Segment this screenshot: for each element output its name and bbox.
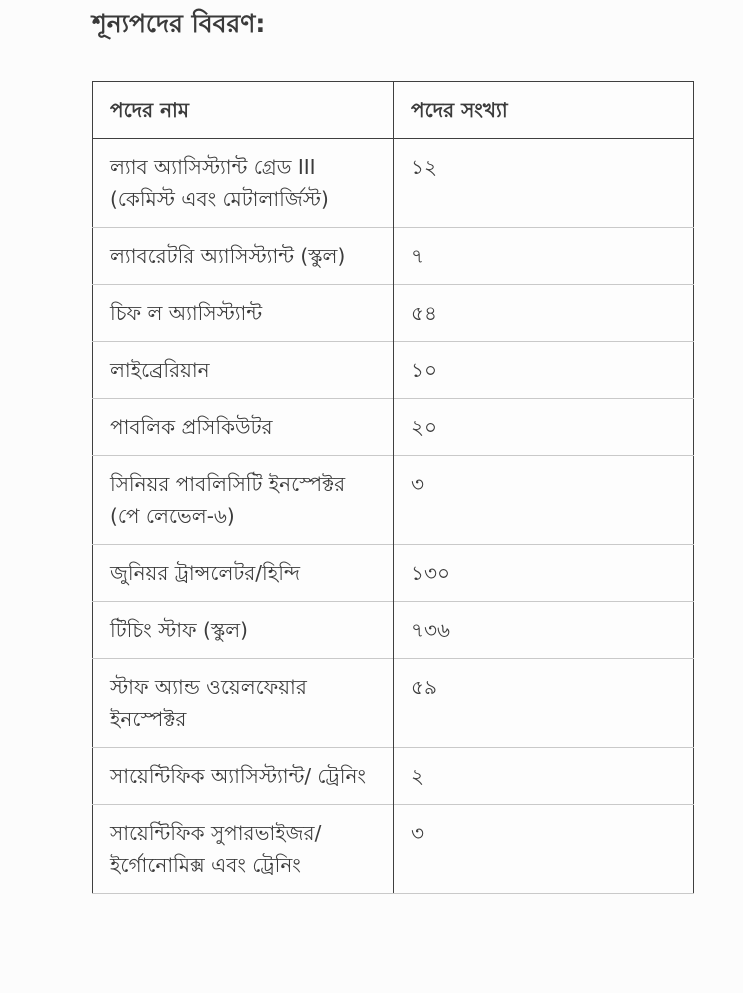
table-row: [93, 284, 694, 341]
post-name: ল্যাব অ্যাসিস্ট্যান্ট গ্রেড III (কেমিস্ট এবং মেটালার্জিস্ট): [110, 154, 329, 211]
column-header-post-name: পদের নাম: [93, 81, 394, 138]
post-count: ৩: [394, 455, 694, 544]
post-name: টিচিং স্টাফ (স্কুল): [93, 601, 394, 658]
post-count: ৫৪: [394, 284, 694, 341]
table-row: [93, 398, 694, 455]
header-row: [93, 81, 694, 138]
post-name: চিফ ল অ্যাসিস্ট্যান্ট: [93, 284, 394, 341]
table-row: [93, 544, 694, 601]
post-count: ২: [394, 747, 694, 804]
table-row: [93, 138, 694, 227]
post-count: ১৩০: [394, 544, 694, 601]
post-name: ল্যাবরেটরি অ্যাসিস্ট্যান্ট (স্কুল): [93, 227, 394, 284]
vacancy-table: [92, 81, 694, 894]
table-row: [93, 658, 694, 747]
post-name: জুনিয়র ট্রান্সলেটর/হিন্দি: [93, 544, 394, 601]
table-row: [93, 341, 694, 398]
post-count: ১২: [394, 138, 694, 227]
post-name: সায়েন্টিফিক অ্যাসিস্ট্যান্ট/ ট্রেনিং: [93, 747, 394, 804]
post-name: স্টাফ অ্যান্ড ওয়েলফেয়ার ইনস্পেক্টর: [93, 658, 394, 747]
table-body: [93, 138, 694, 893]
post-name: সিনিয়র পাবলিসিটি ইনস্পেক্টর (পে লেভেল-৬): [93, 455, 394, 544]
column-header-post-count: পদের সংখ্যা: [394, 81, 694, 138]
table-row: [93, 747, 694, 804]
post-count: ৭: [394, 227, 694, 284]
post-count: ৭৩৬: [394, 601, 694, 658]
page-title: শূন্যপদের বিবরণ:: [92, 9, 266, 38]
table-row: [93, 455, 694, 544]
table-row: [93, 601, 694, 658]
post-name: পাবলিক প্রসিকিউটর: [93, 398, 394, 455]
table-row: [93, 227, 694, 284]
post-count: ১০: [394, 341, 694, 398]
table-header: [93, 81, 694, 138]
post-count: ৩: [394, 804, 694, 893]
post-name: লাইব্রেরিয়ান: [93, 341, 394, 398]
post-count: ৫৯: [394, 658, 694, 747]
post-name: সায়েন্টিফিক সুপারভাইজর/ ইর্গোনোমিক্স এবং ট্রেনিং: [93, 804, 394, 893]
table-row: [93, 804, 694, 893]
post-count: ২০: [394, 398, 694, 455]
